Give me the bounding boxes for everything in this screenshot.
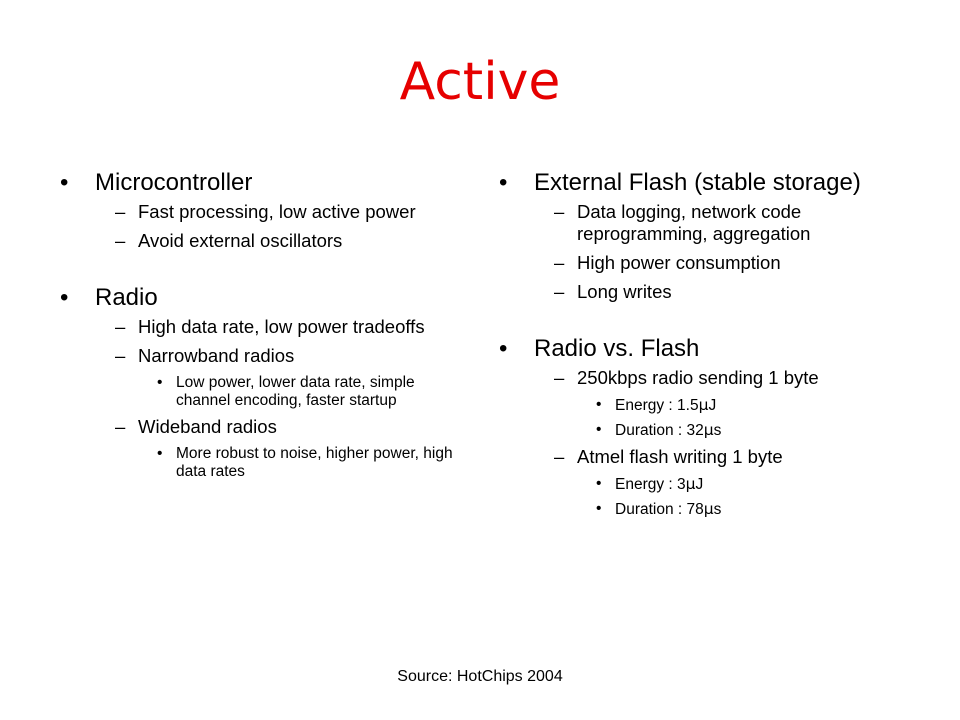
dash-mark: – [554,446,565,467]
flash-write-label: Atmel flash writing 1 byte [577,446,783,467]
sub-bullet [58,201,458,223]
bullet-radio-vs-flash [497,334,917,363]
compare-heading: Radio vs. Flash [534,335,700,362]
sub-bullet [58,230,458,252]
sub-bullet [497,446,917,468]
sub-bullet [497,281,917,303]
dash-mark: – [115,316,126,337]
sub-bullet [497,252,917,274]
radio-duration: Duration : 32μs [615,421,722,439]
dash-mark: – [554,367,565,388]
bullet-radio [58,283,458,312]
flash-duration: Duration : 78μs [615,500,722,518]
flash-item-1: Data logging, network code reprogramming, aggregation [577,201,811,244]
left-column [58,168,458,487]
dash-mark: – [115,345,126,366]
bullet-dot: • [596,421,602,438]
dash-mark: – [554,201,565,222]
flash-item-2: High power consumption [577,252,781,273]
right-column [497,168,917,525]
bullet-dot: • [157,445,163,462]
narrowband-label: Narrowband radios [138,345,295,366]
bullet-microcontroller [58,168,458,197]
sub-sub-bullet [58,445,458,481]
bullet-dot: • [157,374,163,391]
sub-bullet [58,345,458,367]
sub-sub-bullet [497,500,917,519]
dash-mark: – [554,252,565,273]
bullet-dot: • [596,500,602,517]
wideband-detail: More robust to noise, higher power, high data rates [176,445,453,480]
radio-item-1: High data rate, low power tradeoffs [138,316,425,337]
sub-sub-bullet [58,374,458,410]
sub-bullet [497,201,917,245]
sub-bullet [58,316,458,338]
spacer [58,259,458,283]
bullet-dot: • [596,396,602,413]
narrowband-detail: Low power, lower data rate, simple channel encoding, faster startup [176,374,415,409]
sub-sub-bullet [497,421,917,440]
dash-mark: – [115,201,126,222]
radio-energy: Energy : 1.5μJ [615,396,717,414]
sub-bullet [497,367,917,389]
sub-sub-bullet [497,475,917,494]
bullet-dot: • [60,169,69,196]
microcontroller-heading: Microcontroller [95,169,253,196]
microcontroller-item-2: Avoid external oscillators [138,230,343,251]
radio-heading: Radio [95,284,158,311]
bullet-dot: • [60,284,69,311]
sub-bullet [58,416,458,438]
slide-title: Active [399,52,561,112]
flash-energy: Energy : 3μJ [615,475,704,493]
spacer [497,310,917,334]
dash-mark: – [554,281,565,302]
microcontroller-item-1: Fast processing, low active power [138,201,416,222]
sub-sub-bullet [497,396,917,415]
radio-send-label: 250kbps radio sending 1 byte [577,367,819,388]
bullet-dot: • [499,169,508,196]
bullet-dot: • [596,475,602,492]
wideband-label: Wideband radios [138,416,277,437]
bullet-dot: • [499,335,508,362]
source-caption: Source: HotChips 2004 [397,668,563,685]
flash-heading: External Flash (stable storage) [534,169,861,196]
dash-mark: – [115,416,126,437]
flash-item-3: Long writes [577,281,672,302]
bullet-flash [497,168,917,197]
dash-mark: – [115,230,126,251]
